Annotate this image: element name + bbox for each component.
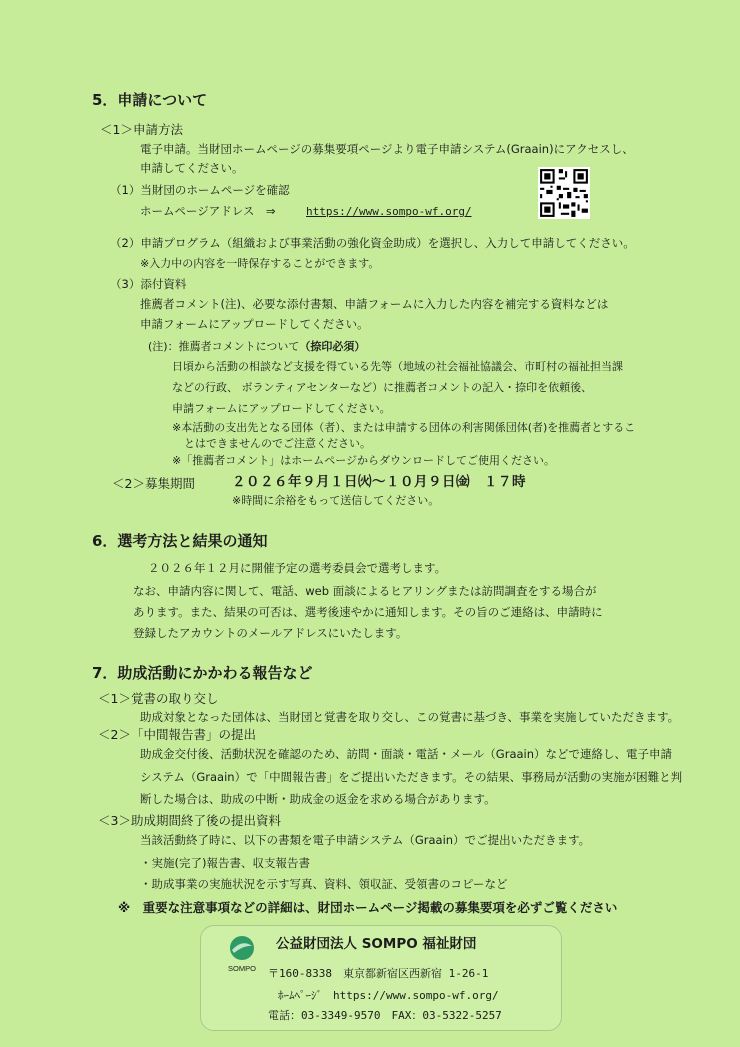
memorandum-label: ＜1＞覚書の取り交し [98, 691, 219, 706]
final-documents-label: ＜3＞助成期間終了後の提出資料 [98, 813, 281, 828]
application-period-value: ２０２６年９月１日㈫～１０月９日㈮ １７時 [232, 474, 526, 490]
apply-method-text-1: 電子申請。当財団ホームページの募集要項ページより電子申請システム(Graain)にアクセスし、 [140, 142, 634, 156]
recommender-note-title: (注)：推薦者コメントについて [148, 340, 300, 353]
org-phone-fax: 電話：03-3349-9570 FAX：03-5322-5257 [268, 1009, 502, 1022]
recommender-note-6: ※「推薦者コメント」はホームページからダウンロードしてご使用ください。 [172, 454, 555, 467]
final-documents-text-2: ・実施(完了)報告書、収支報告書 [140, 856, 310, 870]
recommender-note-1: 日頃から活動の相談など支援を得ている先等（地域の社会福祉協議会、市町村の福祉担当課 [172, 360, 623, 373]
section-6-heading: 6．選考方法と結果の通知 [92, 532, 268, 550]
item-3-text-2: 申請フォームにアップロードしてください。 [140, 317, 369, 331]
apply-method-label: ＜1＞申請方法 [100, 122, 183, 137]
item-1-label: （1）当財団のホームページを確認 [110, 183, 290, 197]
seal-required-text: （捺印必須） [299, 340, 366, 353]
recommender-note-2: などの行政、 ボランティアセンターなど）に推薦者コメントの記入・捺印を依頼後、 [172, 381, 593, 394]
logo-text: SOMPO [228, 964, 256, 973]
qr-code-icon [538, 167, 590, 219]
recommender-note-4: ※本活動の支出先となる団体（者）、または申請する団体の利害関係団体(者)を推薦者とするこ [172, 421, 636, 434]
selection-text-3: あります。また、結果の可否は、選考後速やかに通知します。その旨のご連絡は、申請時に [133, 605, 603, 619]
apply-method-text-2: 申請してください。 [140, 161, 244, 175]
interim-report-text-3: 断した場合は、助成の中断・助成金の返金を求める場合があります。 [140, 792, 496, 806]
recommender-note-3: 申請フォームにアップロードしてください。 [172, 402, 391, 415]
interim-report-text-1: 助成金交付後、活動状況を確認のため、訪問・面談・電話・メール（Graain）などで連絡し、電子申請 [140, 747, 673, 761]
interim-report-text-2: システム（Graain）で「中間報告書」をご提出いただきます。その結果、事務局が活動の実施が困難と判 [140, 770, 683, 784]
item-3-label: （3）添付資料 [110, 277, 187, 291]
selection-text-1: ２０２６年１２月に開催予定の選考委員会で選考します。 [148, 561, 447, 575]
recommender-note-5: とはできませんのでご注意ください。 [184, 437, 371, 450]
important-notice: ※ 重要な注意事項などの詳細は、財団ホームページ掲載の募集要項を必ずご覧ください [118, 900, 618, 915]
memorandum-text: 助成対象となった団体は、当財団と覚書を取り交し、この覚書に基づき、事業を実施していただきます。 [140, 710, 680, 724]
org-name: 公益財団法人 SOMPO 福祉財団 [276, 936, 477, 952]
section-7-heading: 7．助成活動にかかわる報告など [92, 664, 313, 682]
selection-text-4: 登録したアカウントのメールアドレスにいたします。 [133, 626, 408, 640]
application-period-label: ＜2＞募集期間 [112, 476, 195, 491]
item-2-text: （2）申請プログラム（組織および事業活動の強化資金助成）を選択し、入力して申請してください。 [110, 236, 635, 250]
homepage-url-link[interactable]: https://www.sompo-wf.org/ [306, 205, 472, 218]
interim-report-label: ＜2＞「中間報告書」の提出 [98, 727, 256, 742]
final-documents-text-3: ・助成事業の実施状況を示す写真、資料、領収証、受領書のコピーなど [140, 877, 508, 891]
selection-text-2: なお、申請内容に関して、電話、web 面談によるヒアリングまたは訪問調査をする場合が [133, 584, 597, 598]
homepage-address-label: ホームページアドレス ⇒ [140, 204, 276, 218]
application-period-note: ※時間に余裕をもって送信してください。 [232, 494, 440, 507]
org-address: 〒160-8338 東京都新宿区西新宿 1-26-1 [268, 967, 489, 980]
recommender-note-label [148, 339, 365, 354]
final-documents-text-1: 当該活動終了時に、以下の書類を電子申請システム（Graain）でご提出いただきます。 [140, 833, 591, 847]
org-homepage[interactable]: ﾎｰﾑﾍﾟｰｼﾞ https://www.sompo-wf.org/ [278, 989, 499, 1002]
item-2-note: ※入力中の内容を一時保存することができます。 [140, 257, 380, 270]
item-3-text-1: 推薦者コメント(注)、必要な添付書類、申請フォームに入力した内容を補完する資料などは [140, 297, 609, 311]
sompo-logo-icon [222, 933, 262, 977]
section-5-heading: 5．申請について [92, 91, 208, 109]
